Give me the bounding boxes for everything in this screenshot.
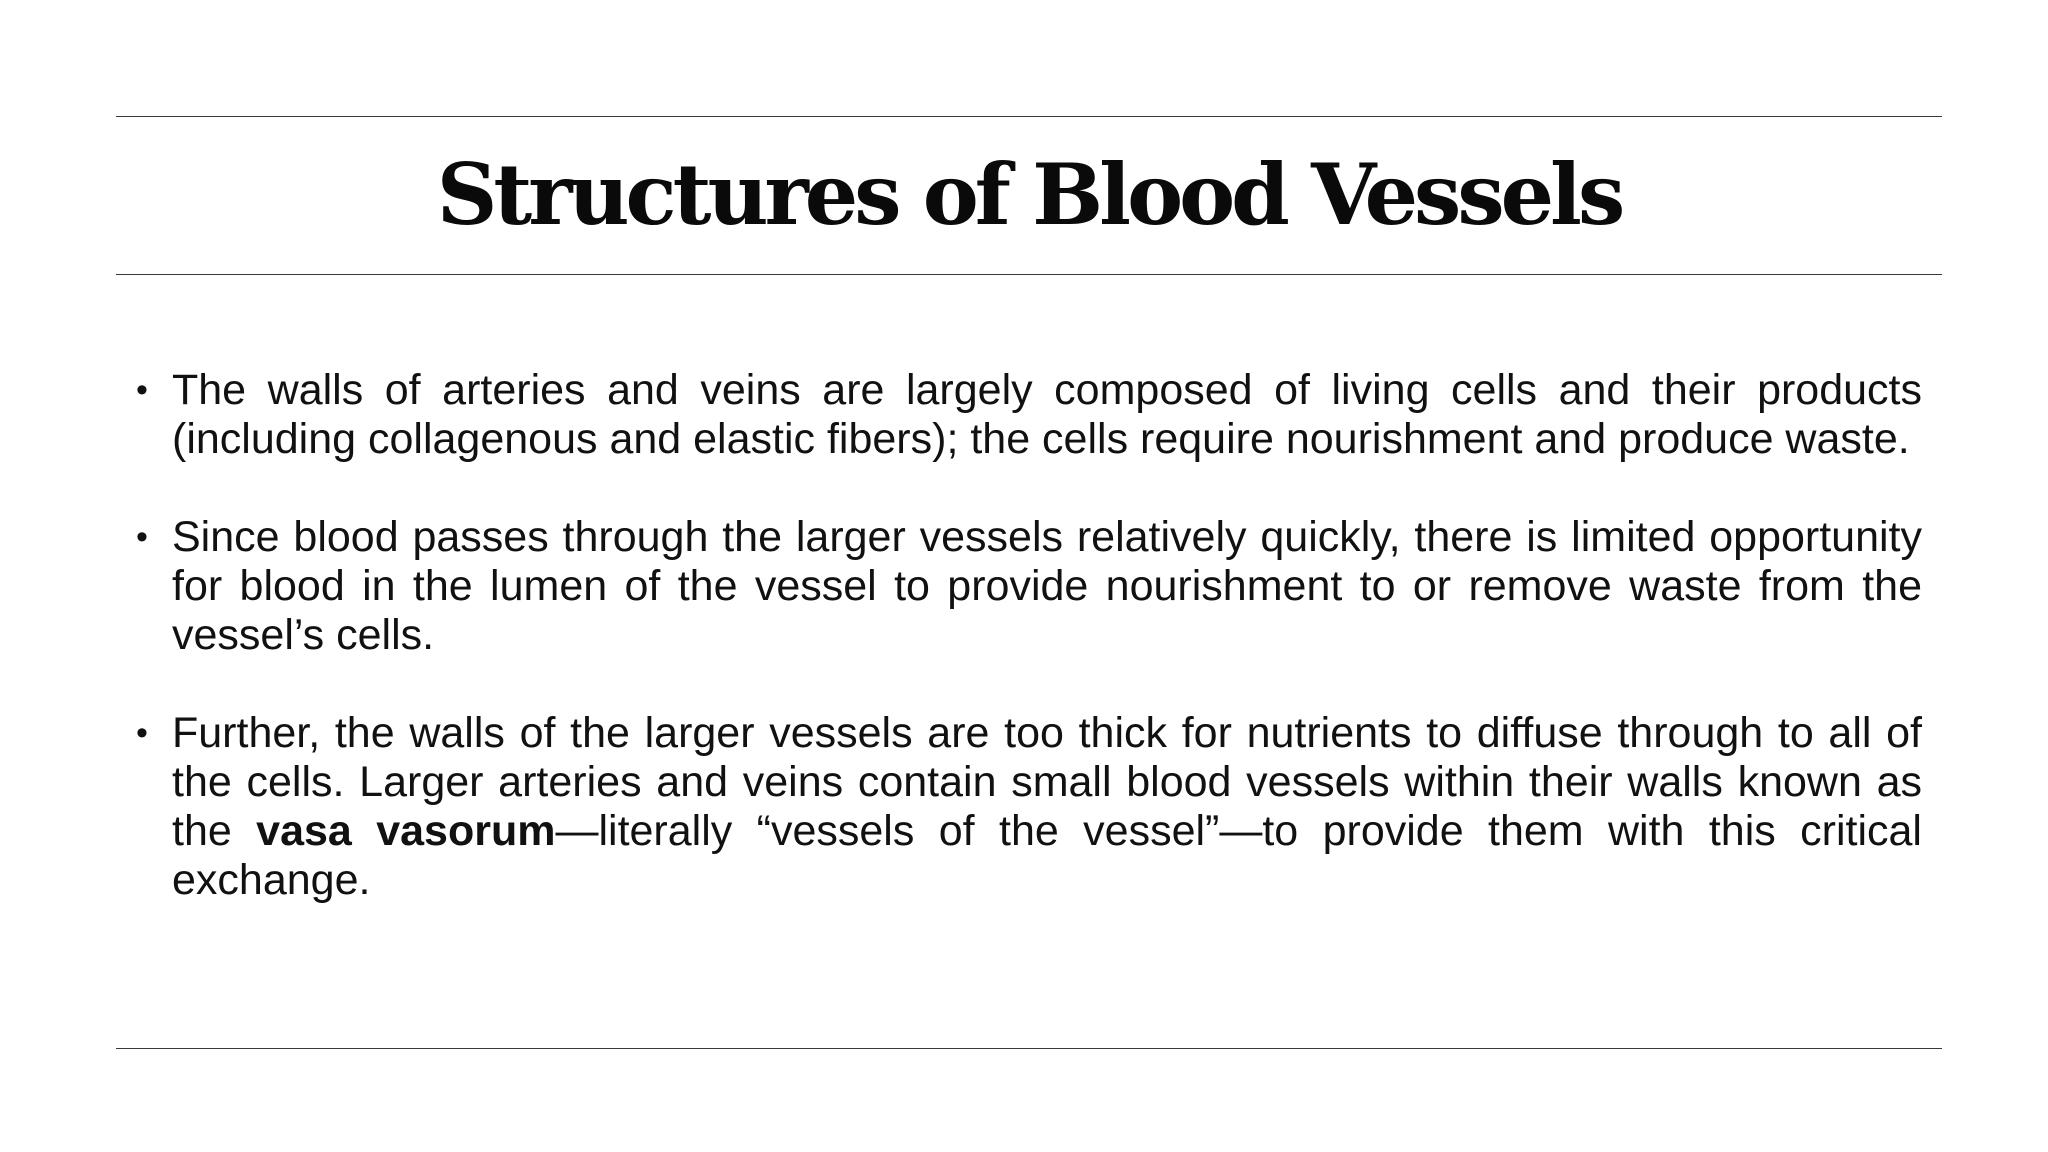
bullet-item [136,513,1922,660]
slide-title: Structures of Blood Vessels [436,145,1622,244]
bullet-icon: • [136,518,148,556]
bullet-item [136,366,1922,464]
bullet-icon: • [136,371,148,409]
bullet-text: The walls of arteries and veins are largely composed of living cells and their products (including collagenous and elastic fibers); the cells require nourishment and produce waste. [172,366,1922,463]
bullet-text-after: —literally “vessels of the vessel”—to provide them with this critical exchange. [172,807,1922,904]
bullet-text: Since blood passes through the larger vessels relatively quickly, there is limited opportunity for blood in the lumen of the vessel to provide nourishment to or remove waste from the vessel’s cells. [172,513,1922,659]
bullet-list [136,366,1922,905]
top-divider [116,116,1942,117]
bottom-divider [116,1048,1942,1049]
bullet-item [136,709,1922,905]
bold-term: vasa vasorum [256,807,556,855]
bullet-icon: • [136,714,148,752]
title-divider [116,274,1942,275]
bullet-text-before: Further, the walls of the larger vessels are too thick for nutrients to diffuse through to all of the cells. Larger arteries and veins contain small blood vessels within their walls known as the [172,709,1922,855]
